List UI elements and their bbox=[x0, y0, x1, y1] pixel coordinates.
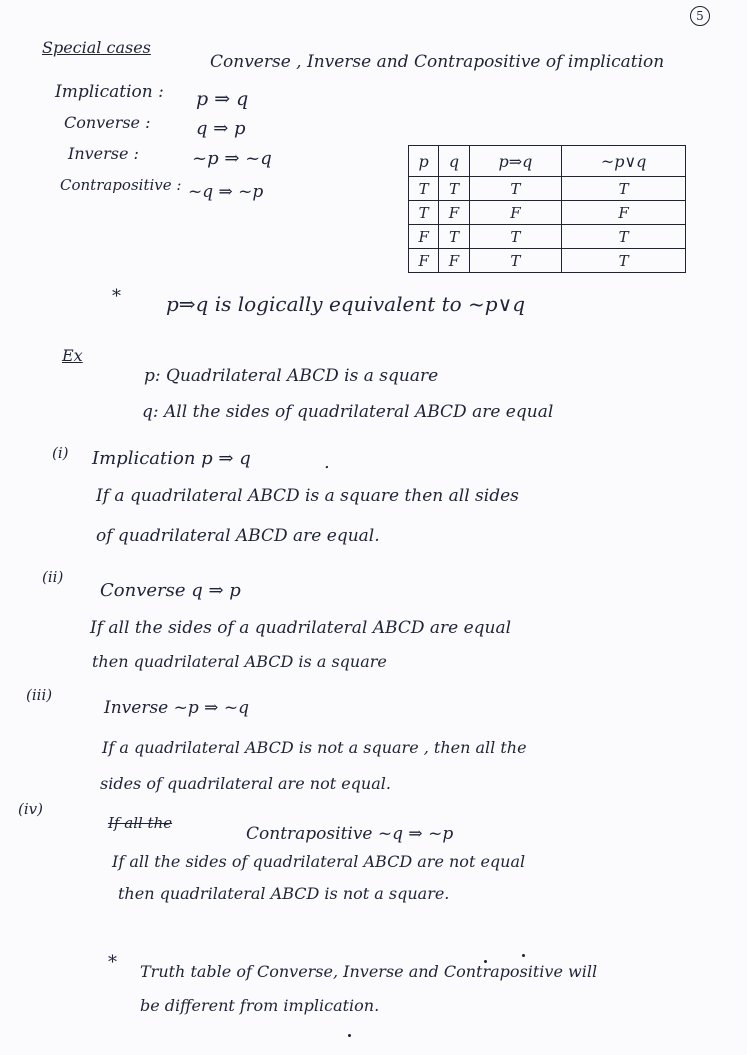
table-cell: T bbox=[439, 225, 469, 249]
item-iv-struck-text: If all the bbox=[108, 814, 173, 832]
table-cell: T bbox=[469, 225, 562, 249]
item-ii-line1: If all the sides of a quadrilateral ABCD are equal bbox=[90, 618, 512, 638]
table-cell: T bbox=[562, 249, 686, 273]
def-inverse-label: Inverse : bbox=[68, 144, 139, 163]
item-ii-line2: then quadrilateral ABCD is a square bbox=[92, 652, 387, 671]
header-cell: ~p∨q bbox=[562, 146, 686, 177]
item-iii-label: (iii) bbox=[26, 686, 53, 704]
header-cell: p bbox=[409, 146, 439, 177]
special-cases-heading: Special cases bbox=[42, 38, 151, 57]
item-iii-line1: If a quadrilateral ABCD is not a square , then all the bbox=[102, 738, 527, 757]
ink-dot bbox=[348, 1034, 351, 1037]
item-iv-line1: If all the sides of quadrilateral ABCD are not equal bbox=[112, 852, 526, 871]
example-label: Ex bbox=[62, 346, 83, 365]
table-row bbox=[409, 225, 686, 249]
table-cell: F bbox=[409, 225, 439, 249]
table-cell: T bbox=[469, 249, 562, 273]
truth-table-header bbox=[409, 146, 686, 177]
table-cell: T bbox=[562, 225, 686, 249]
item-i-label: (i) bbox=[52, 444, 69, 462]
table-cell: T bbox=[562, 177, 686, 201]
item-i-line1: If a quadrilateral ABCD is a square then all sides bbox=[96, 486, 519, 506]
equivalence-star: * bbox=[112, 286, 121, 307]
example-p: p: Quadrilateral ABCD is a square bbox=[144, 366, 439, 386]
item-iv-line2: then quadrilateral ABCD is not a square. bbox=[118, 884, 450, 903]
item-iii-line2: sides of quadrilateral are not equal. bbox=[100, 774, 391, 793]
def-contrapositive-expr: ~q ⇒ ~p bbox=[188, 182, 264, 202]
header-cell: p⇒q bbox=[469, 146, 562, 177]
item-iii-title: Inverse ~p ⇒ ~q bbox=[104, 698, 249, 718]
header-cell: q bbox=[439, 146, 469, 177]
table-cell: T bbox=[409, 177, 439, 201]
item-ii-label: (ii) bbox=[42, 568, 64, 586]
equivalence-statement: p⇒q is logically equivalent to ~p∨q bbox=[166, 292, 526, 316]
example-q: q: All the sides of quadrilateral ABCD are equal bbox=[142, 402, 554, 422]
page-title: Converse , Inverse and Contrapositive of implication bbox=[210, 52, 665, 72]
table-cell: F bbox=[562, 201, 686, 225]
def-inverse-expr: ~p ⇒ ~q bbox=[192, 148, 272, 169]
table-cell: F bbox=[469, 201, 562, 225]
table-cell: T bbox=[409, 201, 439, 225]
note-star: * bbox=[108, 952, 117, 973]
table-cell: T bbox=[469, 177, 562, 201]
table-cell: T bbox=[439, 177, 469, 201]
def-implication-expr: p ⇒ q bbox=[196, 88, 249, 110]
def-converse-label: Converse : bbox=[64, 113, 151, 132]
def-implication-label: Implication : bbox=[55, 82, 164, 102]
note-line2: be different from implication. bbox=[140, 996, 380, 1015]
item-i-line2: of quadrilateral ABCD are equal. bbox=[96, 526, 380, 546]
def-contrapositive-label: Contrapositive : bbox=[60, 176, 182, 194]
page-number: 5 bbox=[690, 6, 710, 26]
table-row bbox=[409, 249, 686, 273]
table-cell: F bbox=[409, 249, 439, 273]
ink-dot bbox=[522, 954, 525, 957]
truth-table bbox=[408, 145, 686, 273]
item-iv-title: Contrapositive ~q ⇒ ~p bbox=[246, 824, 454, 844]
item-i-title: Implication p ⇒ q bbox=[92, 448, 251, 469]
item-iv-label: (iv) bbox=[18, 800, 43, 818]
table-row bbox=[409, 177, 686, 201]
table-row bbox=[409, 201, 686, 225]
table-cell: F bbox=[439, 201, 469, 225]
item-i-dot: . bbox=[324, 452, 330, 473]
table-cell: F bbox=[439, 249, 469, 273]
item-ii-title: Converse q ⇒ p bbox=[100, 580, 241, 601]
note-line1: Truth table of Converse, Inverse and Contrapositive will bbox=[140, 962, 598, 981]
def-converse-expr: q ⇒ p bbox=[196, 118, 246, 139]
